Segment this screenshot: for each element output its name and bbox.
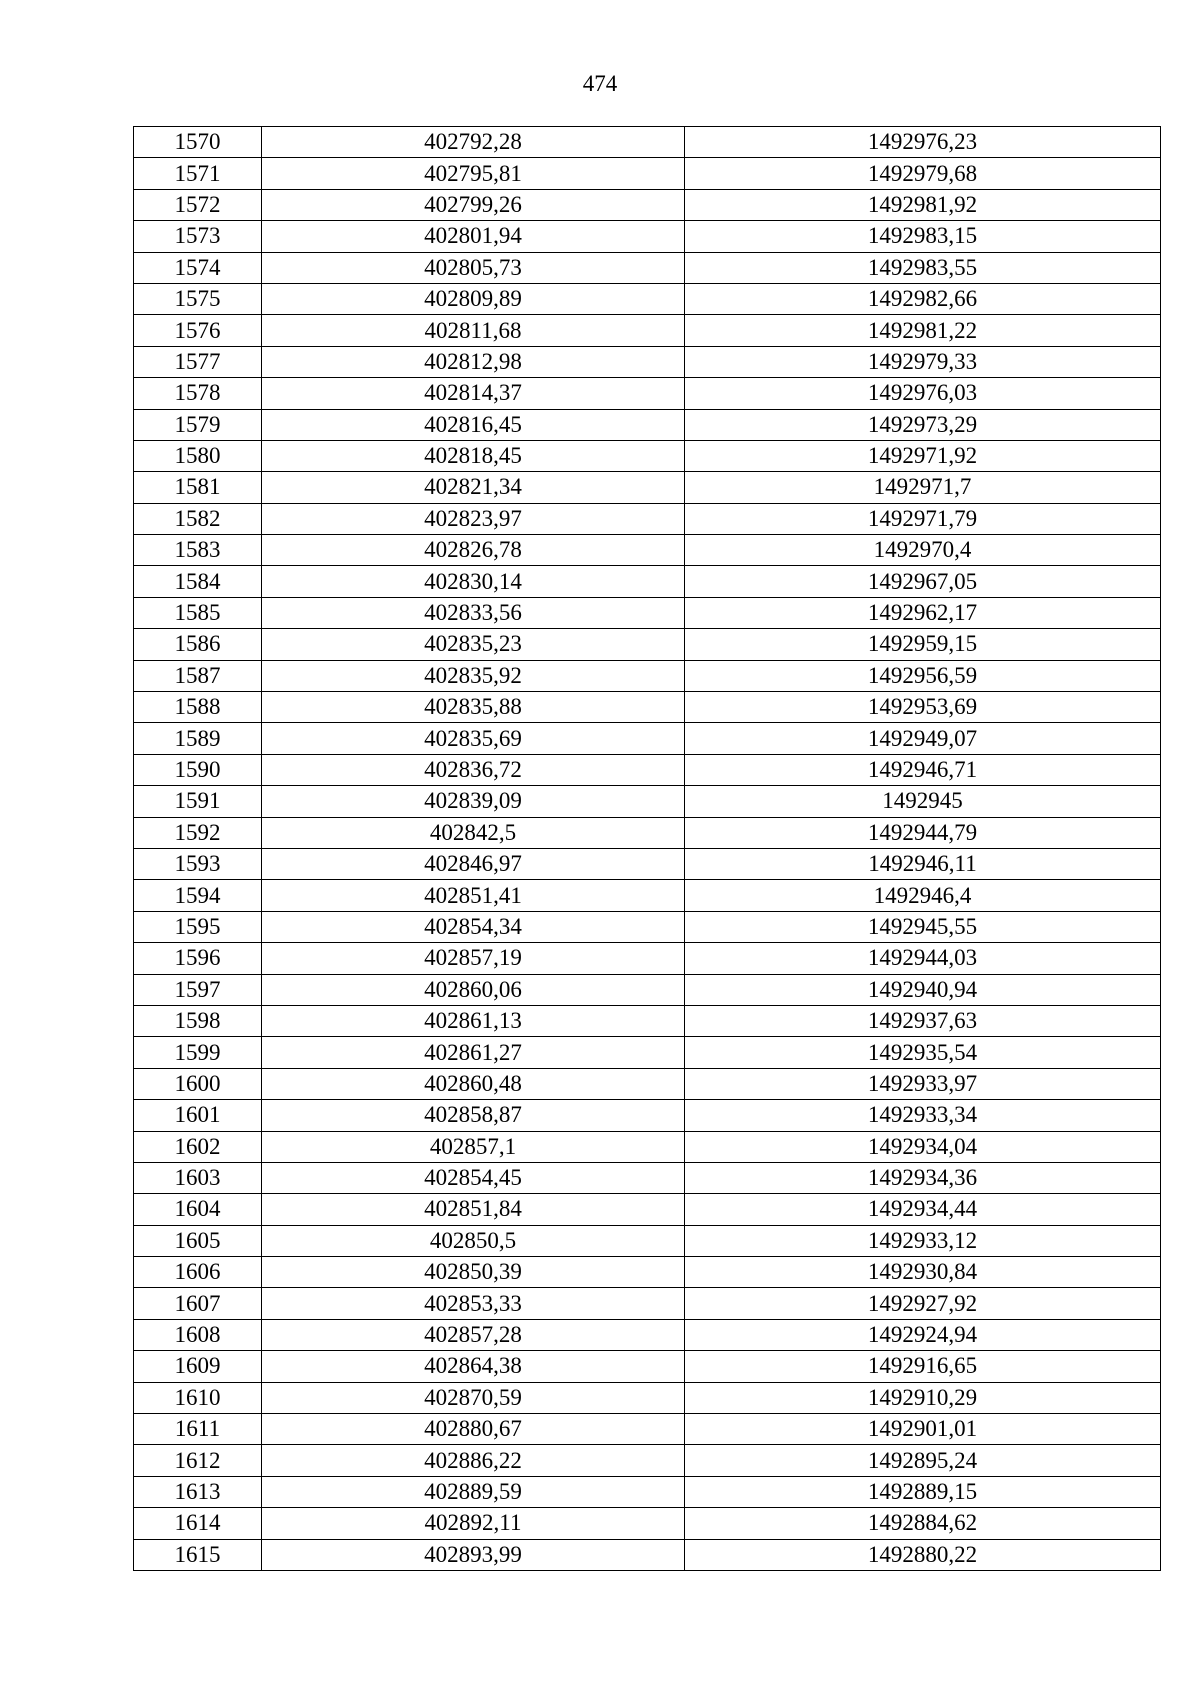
point-number-cell: 1614 (134, 1508, 262, 1539)
table-row (134, 880, 1161, 911)
y-coordinate-cell: 1492933,34 (685, 1100, 1161, 1131)
y-coordinate-cell: 1492889,15 (685, 1476, 1161, 1507)
x-coordinate-cell: 402809,89 (262, 283, 685, 314)
x-coordinate-cell: 402795,81 (262, 158, 685, 189)
y-coordinate-cell: 1492953,69 (685, 692, 1161, 723)
point-number-cell: 1577 (134, 346, 262, 377)
table-row (134, 1068, 1161, 1099)
table-row (134, 629, 1161, 660)
point-number-cell: 1610 (134, 1382, 262, 1413)
table-row (134, 1005, 1161, 1036)
x-coordinate-cell: 402811,68 (262, 315, 685, 346)
x-coordinate-cell: 402830,14 (262, 566, 685, 597)
x-coordinate-cell: 402850,5 (262, 1225, 685, 1256)
y-coordinate-cell: 1492983,55 (685, 252, 1161, 283)
point-number-cell: 1572 (134, 189, 262, 220)
x-coordinate-cell: 402854,45 (262, 1162, 685, 1193)
y-coordinate-cell: 1492933,12 (685, 1225, 1161, 1256)
y-coordinate-cell: 1492944,03 (685, 943, 1161, 974)
point-number-cell: 1591 (134, 786, 262, 817)
table-row (134, 1100, 1161, 1131)
table-row (134, 1508, 1161, 1539)
point-number-cell: 1592 (134, 817, 262, 848)
x-coordinate-cell: 402860,06 (262, 974, 685, 1005)
point-number-cell: 1590 (134, 754, 262, 785)
y-coordinate-cell: 1492971,79 (685, 503, 1161, 534)
x-coordinate-cell: 402892,11 (262, 1508, 685, 1539)
x-coordinate-cell: 402792,28 (262, 127, 685, 158)
point-number-cell: 1585 (134, 597, 262, 628)
table-row (134, 283, 1161, 314)
point-number-cell: 1587 (134, 660, 262, 691)
y-coordinate-cell: 1492895,24 (685, 1445, 1161, 1476)
table-row (134, 315, 1161, 346)
point-number-cell: 1612 (134, 1445, 262, 1476)
y-coordinate-cell: 1492971,92 (685, 440, 1161, 471)
point-number-cell: 1582 (134, 503, 262, 534)
point-number-cell: 1579 (134, 409, 262, 440)
point-number-cell: 1597 (134, 974, 262, 1005)
table-row (134, 723, 1161, 754)
x-coordinate-cell: 402818,45 (262, 440, 685, 471)
x-coordinate-cell: 402893,99 (262, 1539, 685, 1570)
table-row (134, 127, 1161, 158)
table-row (134, 911, 1161, 942)
point-number-cell: 1599 (134, 1037, 262, 1068)
x-coordinate-cell: 402851,84 (262, 1194, 685, 1225)
table-row (134, 566, 1161, 597)
table-row (134, 1162, 1161, 1193)
y-coordinate-cell: 1492945 (685, 786, 1161, 817)
y-coordinate-cell: 1492944,79 (685, 817, 1161, 848)
point-number-cell: 1581 (134, 472, 262, 503)
point-number-cell: 1580 (134, 440, 262, 471)
table-row (134, 1257, 1161, 1288)
x-coordinate-cell: 402836,72 (262, 754, 685, 785)
point-number-cell: 1594 (134, 880, 262, 911)
y-coordinate-cell: 1492949,07 (685, 723, 1161, 754)
table-row (134, 440, 1161, 471)
x-coordinate-cell: 402805,73 (262, 252, 685, 283)
coordinates-table (133, 126, 1161, 1571)
table-row (134, 1382, 1161, 1413)
point-number-cell: 1576 (134, 315, 262, 346)
y-coordinate-cell: 1492937,63 (685, 1005, 1161, 1036)
point-number-cell: 1609 (134, 1351, 262, 1382)
y-coordinate-cell: 1492946,4 (685, 880, 1161, 911)
y-coordinate-cell: 1492967,05 (685, 566, 1161, 597)
point-number-cell: 1608 (134, 1319, 262, 1350)
table-row (134, 943, 1161, 974)
y-coordinate-cell: 1492916,65 (685, 1351, 1161, 1382)
table-row (134, 158, 1161, 189)
x-coordinate-cell: 402821,34 (262, 472, 685, 503)
y-coordinate-cell: 1492945,55 (685, 911, 1161, 942)
table-row (134, 817, 1161, 848)
x-coordinate-cell: 402833,56 (262, 597, 685, 628)
x-coordinate-cell: 402835,69 (262, 723, 685, 754)
y-coordinate-cell: 1492884,62 (685, 1508, 1161, 1539)
point-number-cell: 1603 (134, 1162, 262, 1193)
page-number: 474 (582, 71, 618, 96)
point-number-cell: 1598 (134, 1005, 262, 1036)
point-number-cell: 1615 (134, 1539, 262, 1570)
table-row (134, 754, 1161, 785)
table-row (134, 1351, 1161, 1382)
y-coordinate-cell: 1492880,22 (685, 1539, 1161, 1570)
table-row (134, 1131, 1161, 1162)
y-coordinate-cell: 1492946,11 (685, 848, 1161, 879)
x-coordinate-cell: 402814,37 (262, 378, 685, 409)
y-coordinate-cell: 1492910,29 (685, 1382, 1161, 1413)
y-coordinate-cell: 1492959,15 (685, 629, 1161, 660)
x-coordinate-cell: 402823,97 (262, 503, 685, 534)
y-coordinate-cell: 1492956,59 (685, 660, 1161, 691)
x-coordinate-cell: 402857,19 (262, 943, 685, 974)
table-row (134, 660, 1161, 691)
x-coordinate-cell: 402864,38 (262, 1351, 685, 1382)
x-coordinate-cell: 402850,39 (262, 1257, 685, 1288)
y-coordinate-cell: 1492973,29 (685, 409, 1161, 440)
y-coordinate-cell: 1492976,23 (685, 127, 1161, 158)
table-row (134, 1194, 1161, 1225)
table-row (134, 378, 1161, 409)
y-coordinate-cell: 1492970,4 (685, 535, 1161, 566)
table-row (134, 1539, 1161, 1570)
table-row (134, 786, 1161, 817)
x-coordinate-cell: 402858,87 (262, 1100, 685, 1131)
table-row (134, 189, 1161, 220)
y-coordinate-cell: 1492930,84 (685, 1257, 1161, 1288)
table-row (134, 346, 1161, 377)
point-number-cell: 1596 (134, 943, 262, 974)
x-coordinate-cell: 402854,34 (262, 911, 685, 942)
coordinates-table-body (134, 127, 1161, 1571)
point-number-cell: 1613 (134, 1476, 262, 1507)
table-row (134, 597, 1161, 628)
y-coordinate-cell: 1492924,94 (685, 1319, 1161, 1350)
table-row (134, 535, 1161, 566)
point-number-cell: 1611 (134, 1414, 262, 1445)
point-number-cell: 1605 (134, 1225, 262, 1256)
y-coordinate-cell: 1492976,03 (685, 378, 1161, 409)
table-row (134, 848, 1161, 879)
y-coordinate-cell: 1492981,22 (685, 315, 1161, 346)
y-coordinate-cell: 1492962,17 (685, 597, 1161, 628)
x-coordinate-cell: 402801,94 (262, 221, 685, 252)
table-row (134, 221, 1161, 252)
x-coordinate-cell: 402861,13 (262, 1005, 685, 1036)
y-coordinate-cell: 1492982,66 (685, 283, 1161, 314)
x-coordinate-cell: 402857,28 (262, 1319, 685, 1350)
table-row (134, 1476, 1161, 1507)
y-coordinate-cell: 1492933,97 (685, 1068, 1161, 1099)
point-number-cell: 1575 (134, 283, 262, 314)
x-coordinate-cell: 402851,41 (262, 880, 685, 911)
y-coordinate-cell: 1492981,92 (685, 189, 1161, 220)
point-number-cell: 1595 (134, 911, 262, 942)
x-coordinate-cell: 402835,92 (262, 660, 685, 691)
table-row (134, 1225, 1161, 1256)
point-number-cell: 1578 (134, 378, 262, 409)
point-number-cell: 1570 (134, 127, 262, 158)
y-coordinate-cell: 1492971,7 (685, 472, 1161, 503)
y-coordinate-cell: 1492934,44 (685, 1194, 1161, 1225)
x-coordinate-cell: 402860,48 (262, 1068, 685, 1099)
y-coordinate-cell: 1492940,94 (685, 974, 1161, 1005)
x-coordinate-cell: 402835,23 (262, 629, 685, 660)
x-coordinate-cell: 402886,22 (262, 1445, 685, 1476)
x-coordinate-cell: 402861,27 (262, 1037, 685, 1068)
y-coordinate-cell: 1492901,01 (685, 1414, 1161, 1445)
point-number-cell: 1601 (134, 1100, 262, 1131)
x-coordinate-cell: 402839,09 (262, 786, 685, 817)
table-row (134, 692, 1161, 723)
y-coordinate-cell: 1492946,71 (685, 754, 1161, 785)
point-number-cell: 1571 (134, 158, 262, 189)
point-number-cell: 1593 (134, 848, 262, 879)
table-row (134, 1288, 1161, 1319)
x-coordinate-cell: 402870,59 (262, 1382, 685, 1413)
y-coordinate-cell: 1492979,33 (685, 346, 1161, 377)
point-number-cell: 1604 (134, 1194, 262, 1225)
point-number-cell: 1588 (134, 692, 262, 723)
table-row (134, 1445, 1161, 1476)
point-number-cell: 1586 (134, 629, 262, 660)
x-coordinate-cell: 402846,97 (262, 848, 685, 879)
table-row (134, 503, 1161, 534)
table-row (134, 409, 1161, 440)
table-row (134, 1319, 1161, 1350)
y-coordinate-cell: 1492979,68 (685, 158, 1161, 189)
x-coordinate-cell: 402835,88 (262, 692, 685, 723)
table-row (134, 974, 1161, 1005)
x-coordinate-cell: 402799,26 (262, 189, 685, 220)
x-coordinate-cell: 402842,5 (262, 817, 685, 848)
point-number-cell: 1606 (134, 1257, 262, 1288)
point-number-cell: 1600 (134, 1068, 262, 1099)
point-number-cell: 1583 (134, 535, 262, 566)
x-coordinate-cell: 402853,33 (262, 1288, 685, 1319)
x-coordinate-cell: 402826,78 (262, 535, 685, 566)
x-coordinate-cell: 402857,1 (262, 1131, 685, 1162)
x-coordinate-cell: 402812,98 (262, 346, 685, 377)
point-number-cell: 1589 (134, 723, 262, 754)
y-coordinate-cell: 1492934,04 (685, 1131, 1161, 1162)
point-number-cell: 1574 (134, 252, 262, 283)
point-number-cell: 1607 (134, 1288, 262, 1319)
table-row (134, 1037, 1161, 1068)
point-number-cell: 1602 (134, 1131, 262, 1162)
point-number-cell: 1573 (134, 221, 262, 252)
x-coordinate-cell: 402880,67 (262, 1414, 685, 1445)
table-row (134, 252, 1161, 283)
point-number-cell: 1584 (134, 566, 262, 597)
y-coordinate-cell: 1492935,54 (685, 1037, 1161, 1068)
table-row (134, 472, 1161, 503)
y-coordinate-cell: 1492927,92 (685, 1288, 1161, 1319)
table-row (134, 1414, 1161, 1445)
y-coordinate-cell: 1492983,15 (685, 221, 1161, 252)
x-coordinate-cell: 402889,59 (262, 1476, 685, 1507)
x-coordinate-cell: 402816,45 (262, 409, 685, 440)
y-coordinate-cell: 1492934,36 (685, 1162, 1161, 1193)
